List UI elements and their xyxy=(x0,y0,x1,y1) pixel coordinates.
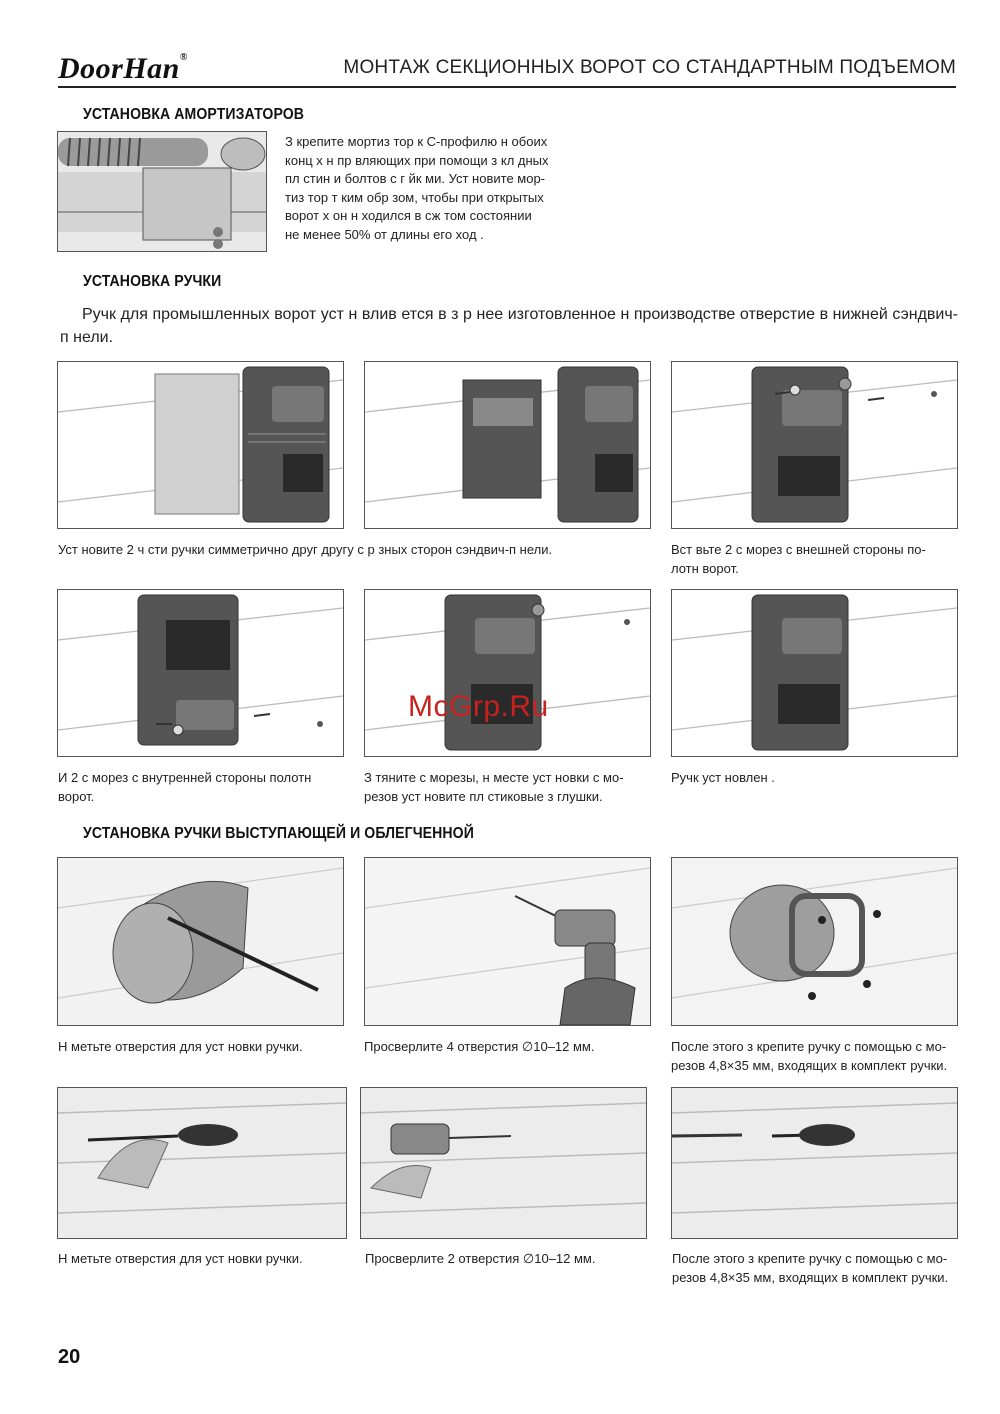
handle-screws-inside-drawing xyxy=(58,590,343,756)
text-line: тиз тор т ким обр зом, чтобы при открытых xyxy=(285,189,544,205)
section-heading-shock-absorbers: УСТАНОВКА АМОРТИЗАТОРОВ xyxy=(83,106,305,123)
text-line: резов 4,8×35 мм, входящих в комплект ручки. xyxy=(671,1057,948,1073)
page-header-title: МОНТАЖ СЕКЦИОННЫХ ВОРОТ СО СТАНДАРТНЫМ ПОДЪЕМОМ xyxy=(343,57,956,78)
caption-protruding-step-3 xyxy=(671,1038,947,1075)
drill-two-holes-drawing xyxy=(361,1088,646,1238)
drill-four-holes-drawing xyxy=(365,858,650,1025)
handle-step-3-illustration xyxy=(671,361,958,529)
handle-installed-drawing xyxy=(672,590,957,756)
caption-handle-step-3 xyxy=(671,541,926,578)
doorhan-logo: DoorHan® xyxy=(58,52,188,85)
light-step-2-illustration xyxy=(360,1087,647,1239)
handle-intro-text: Ручк для промышленных ворот уст н влив ется в з р нее изготовленное н производстве отверстие в нижней сэндвич-п нели. xyxy=(60,306,958,346)
protruding-step-1-illustration xyxy=(57,857,344,1026)
text-line: резов уст новите пл стиковые з глушки. xyxy=(364,788,603,804)
fasten-handle-drawing xyxy=(672,858,957,1025)
caption-light-step-2: Просверлите 2 отверстия ∅10–12 мм. xyxy=(365,1251,596,1266)
text-line: З крепите мортиз тор к С-профилю н обоих xyxy=(285,134,548,149)
handle-step-4-illustration xyxy=(57,589,344,757)
handle-assembled-drawing xyxy=(365,362,650,528)
protruding-step-3-illustration xyxy=(671,857,958,1026)
mark-holes-drawing xyxy=(58,858,343,1025)
caption-handle-step-4 xyxy=(58,769,311,806)
light-step-1-illustration xyxy=(57,1087,347,1239)
shock-absorber-illustration xyxy=(57,131,267,252)
header-divider xyxy=(58,86,956,88)
watermark: McGrp.Ru xyxy=(408,690,549,723)
text-line: После этого з крепите ручку с помощью с мо- xyxy=(671,1039,947,1054)
text-line: Вст вьте 2 с морез с внешней стороны по- xyxy=(671,542,926,557)
protruding-step-2-illustration xyxy=(364,857,651,1026)
handle-tighten-drawing xyxy=(365,590,650,756)
caption-light-step-1: Н метьте отверстия для уст новки ручки. xyxy=(58,1251,303,1266)
text-line: резов 4,8×35 мм, входящих в комплект ручки. xyxy=(672,1269,949,1285)
handle-step-6-illustration xyxy=(671,589,958,757)
text-line: И 2 с морез с внутренней стороны полотн xyxy=(58,770,312,785)
shock-absorber-instructions xyxy=(285,133,549,244)
text-line: лотн ворот. xyxy=(671,560,739,576)
caption-handle-step-1: Уст новите 2 ч сти ручки симметрично друг другу с р зных сторон сэндвич-п нели. xyxy=(58,542,553,557)
caption-protruding-step-1: Н метьте отверстия для уст новки ручки. xyxy=(58,1039,303,1054)
handle-step-5-illustration xyxy=(364,589,651,757)
text-line: конц х н пр вляющих при помощи з кл дных xyxy=(285,152,549,168)
handle-step-1-illustration xyxy=(57,361,344,529)
caption-protruding-step-2: Просверлите 4 отверстия ∅10–12 мм. xyxy=(364,1039,595,1054)
text-line: пл стин и болтов с г йк ми. Уст новите мор- xyxy=(285,171,546,186)
light-step-3-illustration xyxy=(671,1087,958,1239)
section-heading-protruding-handle: УСТАНОВКА РУЧКИ ВЫСТУПАЮЩЕЙ И ОБЛЕГЧЕННОЙ xyxy=(83,825,474,842)
caption-handle-step-6: Ручк уст новлен . xyxy=(671,770,775,785)
page-number: 20 xyxy=(58,1346,81,1368)
shock-absorber-drawing xyxy=(58,132,266,251)
section-heading-handle: УСТАНОВКА РУЧКИ xyxy=(83,273,222,290)
fasten-light-handle-drawing xyxy=(672,1088,957,1238)
text-line: ворот х он н ходился в сж том состоянии xyxy=(285,208,532,223)
caption-handle-step-5 xyxy=(364,769,624,806)
text-line: З тяните с морезы, н месте уст новки с мо- xyxy=(364,770,624,785)
handle-screws-outside-drawing xyxy=(672,362,957,528)
mark-holes-light-drawing xyxy=(58,1088,346,1238)
text-line: не менее 50% от длины его ход . xyxy=(285,226,484,242)
handle-two-halves-drawing xyxy=(58,362,343,528)
text-line: ворот. xyxy=(58,788,95,804)
handle-step-2-illustration xyxy=(364,361,651,529)
caption-light-step-3 xyxy=(672,1250,948,1287)
text-line: После этого з крепите ручку с помощью с мо- xyxy=(672,1251,948,1266)
